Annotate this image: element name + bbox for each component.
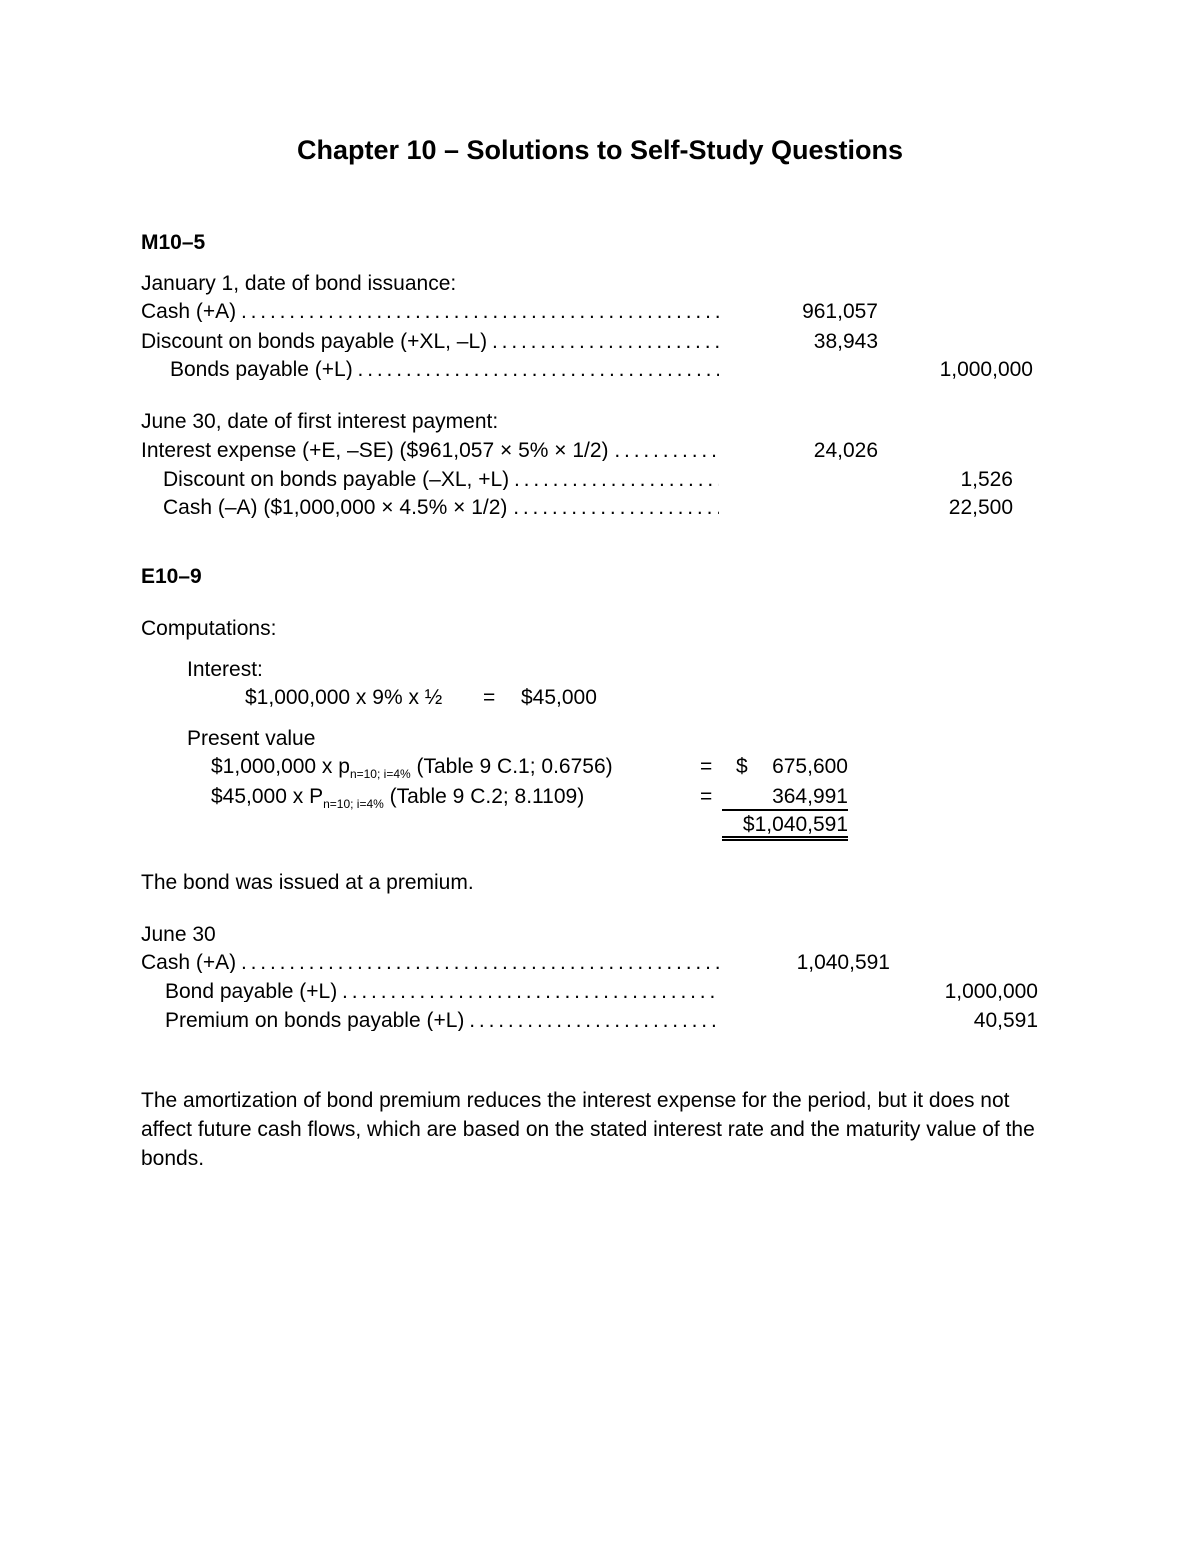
page-title: Chapter 10 – Solutions to Self-Study Questions xyxy=(296,135,904,165)
debit-amount: 961,057 xyxy=(802,300,878,323)
jan-heading: January 1, date of bond issuance: xyxy=(141,272,457,295)
debit-amount: 38,943 xyxy=(813,330,878,353)
section-heading-m10-5: M10–5 xyxy=(141,231,206,254)
journal-label: Premium on bonds payable (+L) . . . xyxy=(165,1010,719,1031)
credit-amount: 22,500 xyxy=(948,496,1013,519)
interest-equals: = xyxy=(483,686,496,709)
present-value-label: Present value xyxy=(187,727,316,750)
interest-formula: $1,000,000 x 9% x ½ xyxy=(245,686,443,709)
journal-label: Bonds payable (+L) . . . xyxy=(170,359,719,380)
journal-label: Interest expense (+E, –SE) ($961,057 × 5% × 1/2) . . . xyxy=(141,440,719,461)
pv-formula: $1,000,000 x $p_{n=10; i=4\%}$ (Table 9 C.1; 0.6756) xyxy=(211,755,613,782)
conclusion-paragraph: The amortization of bond premium reduces the interest expense for the period, but it does not affect future cash flows, which are based on the stated interest rate and the maturity value of the bonds. xyxy=(141,1089,1035,1170)
journal-label: Cash (+A) . . . xyxy=(141,301,719,322)
journal-label: Discount on bonds payable (–XL, +L) . . . xyxy=(163,469,719,490)
pv-formula: $45,000 x $P_{n=10; i=4\%}$ (Table 9 C.2; 8.1109) xyxy=(211,785,585,812)
credit-amount: 1,000,000 xyxy=(944,980,1038,1003)
pv-amount: 364,991 xyxy=(722,786,848,811)
pv-currency: $ xyxy=(736,755,748,778)
june-heading: June 30, date of first interest payment: xyxy=(141,410,499,433)
debit-amount: 1,040,591 xyxy=(796,951,890,974)
premium-statement: The bond was issued at a premium. xyxy=(141,871,474,894)
interest-result: $45,000 xyxy=(521,686,597,709)
section-heading-e10-9: E10–9 xyxy=(141,565,202,588)
debit-amount: 24,026 xyxy=(813,439,878,462)
pv-total: $1,040,591 xyxy=(722,814,848,841)
credit-amount: 1,526 xyxy=(960,468,1013,491)
credit-amount: 40,591 xyxy=(973,1009,1038,1032)
june-heading: June 30 xyxy=(141,923,216,946)
journal-label: Cash (–A) ($1,000,000 × 4.5% × 1/2) . . . xyxy=(163,497,719,518)
pv-equals: = xyxy=(700,785,713,808)
journal-label: Bond payable (+L) . . . xyxy=(165,981,719,1002)
interest-label: Interest: xyxy=(187,658,263,681)
computations-label: Computations: xyxy=(141,617,277,640)
journal-label: Cash (+A) . . . xyxy=(141,952,719,973)
pv-amount: 675,600 xyxy=(772,755,848,778)
journal-label: Discount on bonds payable (+XL, –L) . . . xyxy=(141,331,719,352)
credit-amount: 1,000,000 xyxy=(939,358,1033,381)
pv-equals: = xyxy=(700,755,713,778)
